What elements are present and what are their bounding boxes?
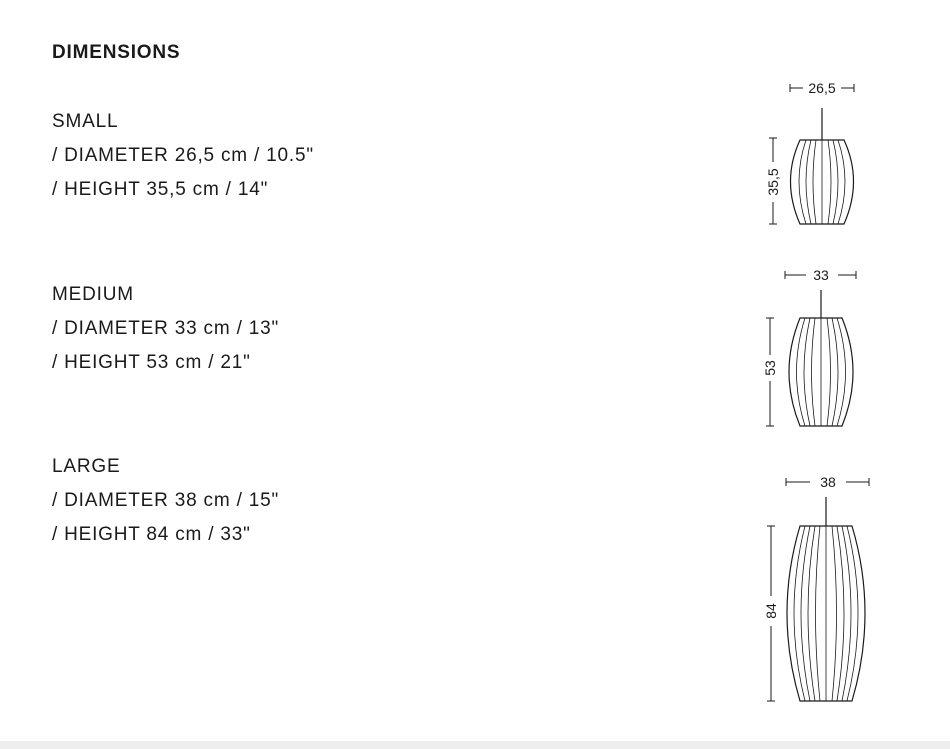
page-bottom-band [0, 741, 950, 749]
size-block-large [52, 450, 279, 552]
separator: / [52, 490, 59, 511]
height-label-small: 35,5 [765, 168, 781, 196]
height-spec [52, 173, 314, 207]
width-dimension-large [786, 474, 869, 490]
size-name: SMALL [52, 111, 119, 132]
width-dimension-small [790, 80, 854, 96]
separator: / [52, 145, 59, 166]
separator: / [52, 318, 59, 339]
height-label-medium: 53 [762, 360, 778, 376]
diameter-spec [52, 484, 279, 518]
size-block-medium [52, 278, 279, 380]
lamp-drawing-small [765, 80, 854, 224]
height-value: HEIGHT 53 cm / 21" [64, 352, 251, 373]
lamp-body-small [791, 140, 854, 224]
height-dimension-large [763, 526, 779, 701]
lamp-body-medium [789, 318, 853, 426]
height-value: HEIGHT 84 cm / 33" [64, 524, 251, 545]
height-label-large: 84 [763, 603, 779, 619]
lamp-drawing-medium [762, 267, 856, 426]
separator: / [52, 179, 59, 200]
width-label-medium: 33 [813, 267, 829, 283]
height-spec [52, 518, 279, 552]
width-dimension-medium [785, 267, 856, 283]
height-dimension-medium [762, 318, 778, 426]
height-spec [52, 346, 279, 380]
diameter-value: DIAMETER 26,5 cm / 10.5" [64, 145, 314, 166]
diameter-spec [52, 139, 314, 173]
height-value: HEIGHT 35,5 cm / 14" [64, 179, 269, 200]
diameter-value: DIAMETER 33 cm / 13" [64, 318, 279, 339]
page-title: DIMENSIONS [52, 42, 181, 63]
size-block-small [52, 105, 314, 207]
diameter-spec [52, 312, 279, 346]
width-label-large: 38 [820, 474, 836, 490]
size-name: MEDIUM [52, 284, 134, 305]
separator: / [52, 524, 59, 545]
lamp-drawing-large [763, 474, 869, 701]
size-name: LARGE [52, 456, 121, 477]
lamp-body-large [787, 526, 865, 701]
diameter-value: DIAMETER 38 cm / 15" [64, 490, 279, 511]
width-label-small: 26,5 [808, 80, 836, 96]
separator: / [52, 352, 59, 373]
height-dimension-small [765, 138, 781, 224]
